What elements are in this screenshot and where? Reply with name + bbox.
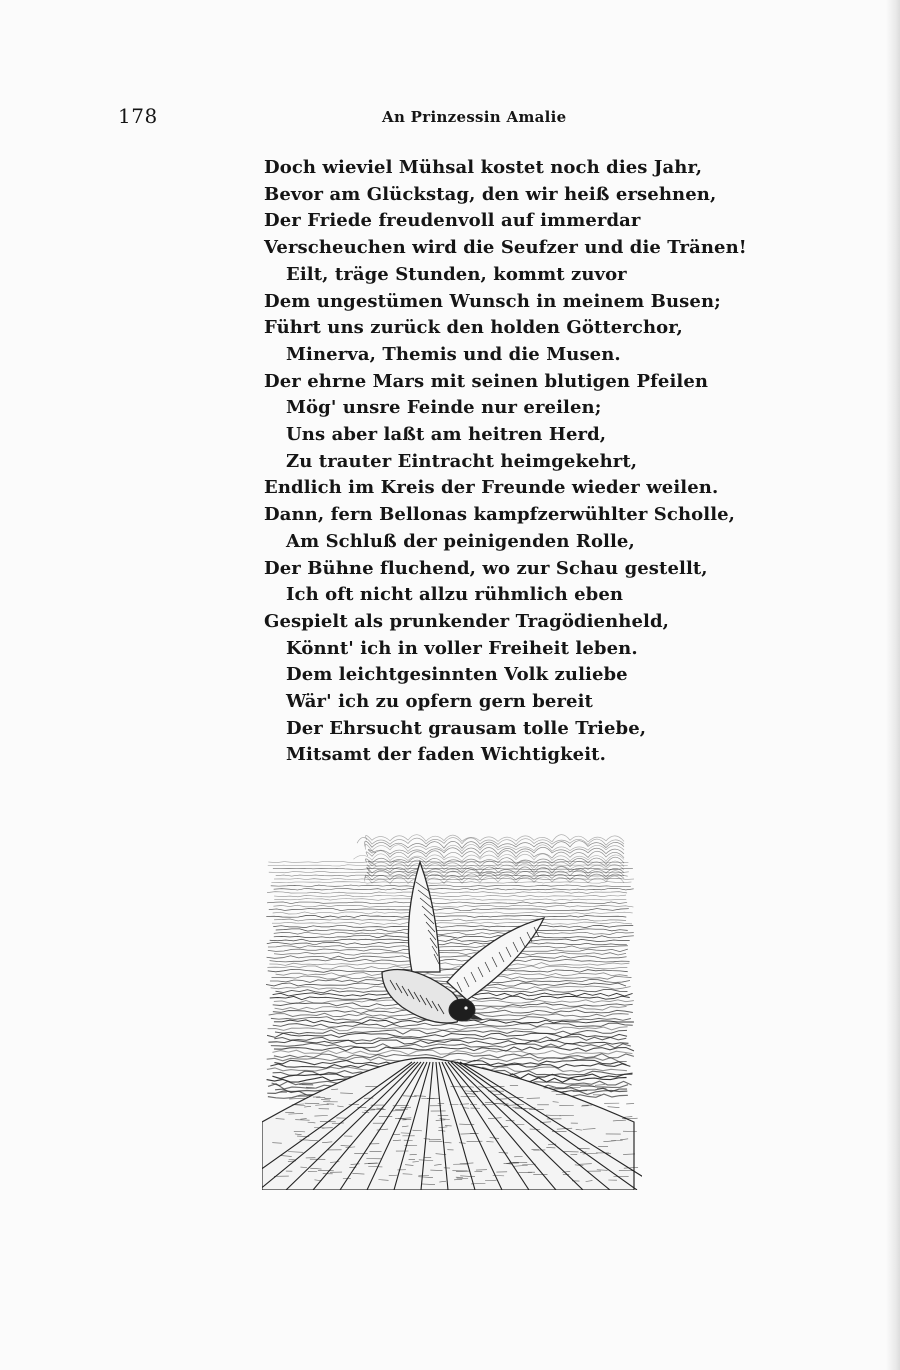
poem-line: Wär' ich zu opfern gern bereit [286,691,593,713]
poem-line: Der Ehrsucht grausam tolle Triebe, [286,717,647,739]
poem-line: Uns aber laßt am heitren Herd, [286,424,607,446]
poem-line: Mitsamt der faden Wichtigkeit. [286,744,606,766]
poem-line: Dem leichtgesinnten Volk zuliebe [286,664,628,686]
poem-line: Der ehrne Mars mit seinen blutigen Pfeilen [264,370,709,392]
poem-line: Mög' unsre Feinde nur ereilen; [286,397,602,419]
page-edge-shadow [886,0,900,1370]
poem-line: Der Bühne fluchend, wo zur Schau gestellt, [264,557,708,579]
poem-line: Der Friede freudenvoll auf immerdar [264,210,641,232]
poem-line: Am Schluß der peinigenden Rolle, [286,530,635,552]
poem-text [264,155,747,769]
poem-line: Eilt, träge Stunden, kommt zuvor [286,263,627,285]
poem-line: Dann, fern Bellonas kampfzerwühlter Scholle, [264,504,736,526]
seagull-engraving [262,822,642,1190]
poem-line: Bevor am Glückstag, den wir heiß ersehnen, [264,183,717,205]
poem-line: Könnt' ich in voller Freiheit leben. [286,637,638,659]
poem-line: Dem ungestümen Wunsch in meinem Busen; [264,290,721,312]
poem-line: Minerva, Themis und die Musen. [286,343,621,365]
engraving-drawing [262,822,642,1190]
poem-line: Verscheuchen wird die Seufzer und die Tränen! [264,237,747,259]
poem-line: Doch wieviel Mühsal kostet noch dies Jahr, [264,157,703,178]
poem-line: Ich oft nicht allzu rühmlich eben [286,584,624,606]
running-title: An Prinzessin Amalie [382,108,567,126]
page-number: 178 [118,104,158,128]
poem-line: Führt uns zurück den holden Götterchor, [264,317,683,339]
poem-line: Endlich im Kreis der Freunde wieder weilen. [264,477,719,499]
poem-line: Zu trauter Eintracht heimgekehrt, [286,450,638,472]
poem-line: Gespielt als prunkender Tragödienheld, [264,610,670,632]
